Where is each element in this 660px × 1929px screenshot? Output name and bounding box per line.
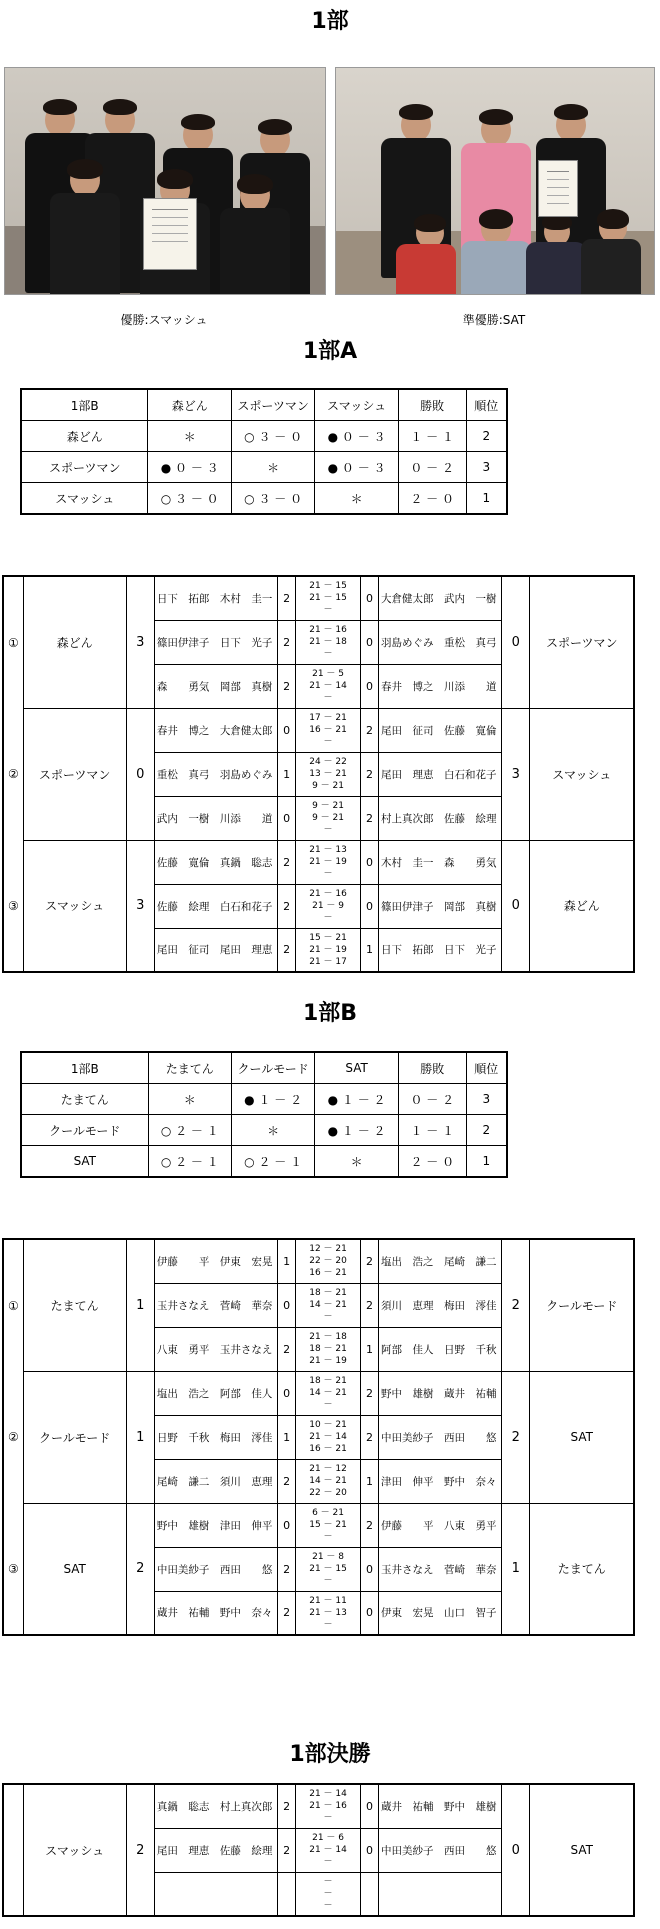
summary-result-cell: ● １ － ２	[315, 1084, 399, 1115]
games-won-right: 0	[360, 1547, 378, 1591]
team-left-score: 1	[126, 1371, 154, 1503]
runner-up-caption: 準優勝:SAT	[462, 313, 526, 327]
summary-row	[21, 1115, 507, 1146]
games-won-left: 1	[278, 752, 296, 796]
games-won-right: 0	[360, 1828, 378, 1872]
players-right: 伊藤 平 八東 勇平	[379, 1503, 502, 1547]
game-scores: 21 － 18 18 － 21 21 － 19	[296, 1327, 361, 1371]
summary-team-cell: スマッシュ	[21, 483, 148, 515]
summary-row	[21, 483, 507, 515]
games-won-left	[278, 1872, 296, 1916]
players-left: 日野 千秋 梅田 澪佳	[154, 1415, 277, 1459]
game-scores: 21 － 8 21 － 15 －	[296, 1547, 361, 1591]
team-left-score: 2	[126, 1784, 154, 1916]
game-scores: 21 － 5 21 － 14 －	[296, 664, 361, 708]
summary-result-cell: ０ － ２	[398, 1084, 466, 1115]
team-right: スポーツマン	[530, 576, 634, 708]
summary-result-cell: ○ ２ － １	[148, 1146, 231, 1178]
summary-header-cell: 1部B	[21, 1052, 148, 1084]
games-won-left: 2	[278, 1547, 296, 1591]
players-left: 伊藤 平 伊東 宏晃	[154, 1239, 277, 1283]
players-right: 羽島めぐみ 重松 真弓	[379, 620, 502, 664]
summary-team-cell: クールモード	[21, 1115, 148, 1146]
game-scores: 21 － 16 21 － 9 －	[296, 884, 361, 928]
summary-header-cell: スマッシュ	[315, 389, 398, 421]
summary-header-cell: スポーツマン	[231, 389, 314, 421]
summary-header-row	[21, 389, 507, 421]
team-right: スマッシュ	[530, 708, 634, 840]
summary-team-cell: SAT	[21, 1146, 148, 1178]
games-won-left: 2	[278, 1459, 296, 1503]
summary-header-cell: 森どん	[148, 389, 231, 421]
players-right: 尾田 征司 佐藤 寛倫	[379, 708, 502, 752]
game-scores: 21 － 6 21 － 14 －	[296, 1828, 361, 1872]
players-left: 篠田伊津子 日下 光子	[154, 620, 277, 664]
players-left: 八東 勇平 玉井さなえ	[154, 1327, 277, 1371]
games-won-right: 0	[360, 1591, 378, 1635]
players-left: 佐藤 寛倫 真鍋 聡志	[154, 840, 277, 884]
page-title: 1部	[311, 9, 349, 34]
games-won-left: 0	[278, 1283, 296, 1327]
players-left: 尾田 征司 尾田 理恵	[154, 928, 277, 972]
games-won-left: 1	[278, 1415, 296, 1459]
games-won-left: 0	[278, 1503, 296, 1547]
games-won-right: 2	[360, 1503, 378, 1547]
players-left: 武内 一樹 川添 道	[154, 796, 277, 840]
players-right: 玉井さなえ 菅崎 華奈	[379, 1547, 502, 1591]
players-right: 春井 博之 川添 道	[379, 664, 502, 708]
summary-result-cell: 1	[466, 1146, 507, 1178]
summary-header-cell: 順位	[466, 389, 507, 421]
games-won-right: 1	[360, 1327, 378, 1371]
game-scores: － － －	[296, 1872, 361, 1916]
team-right: たまてん	[530, 1503, 634, 1635]
summary-result-cell: １ － １	[398, 1115, 466, 1146]
games-won-left: 2	[278, 884, 296, 928]
summary-row	[21, 421, 507, 452]
summary-result-cell: 1	[466, 483, 507, 515]
summary-row	[21, 1146, 507, 1178]
players-right: 蔵井 祐輔 野中 雄樹	[379, 1784, 502, 1828]
summary-row	[21, 1084, 507, 1115]
games-won-right: 2	[360, 708, 378, 752]
team-left-score: 3	[126, 840, 154, 972]
summary-header-cell: クールモード	[231, 1052, 314, 1084]
players-right: 津田 伸平 野中 奈々	[379, 1459, 502, 1503]
team-right: 森どん	[530, 840, 634, 972]
games-won-right: 0	[360, 1784, 378, 1828]
players-left: 野中 雄樹 津田 伸平	[154, 1503, 277, 1547]
game-scores: 17 － 21 16 － 21 －	[296, 708, 361, 752]
summary-result-cell: 2	[466, 421, 507, 452]
players-left: 中田美紗子 西田 悠	[154, 1547, 277, 1591]
games-won-right: 0	[360, 576, 378, 620]
games-won-right: 2	[360, 1283, 378, 1327]
summary-result-cell: ０ － ２	[398, 452, 466, 483]
summary-result-cell: 2	[466, 1115, 507, 1146]
summary-result-cell: ● ０ － ３	[148, 452, 231, 483]
team-left-score: 3	[126, 576, 154, 708]
summary-result-cell: ○ ３ － ０	[231, 483, 314, 515]
players-right: 伊東 宏晃 山口 智子	[379, 1591, 502, 1635]
team-right-score: 3	[502, 708, 530, 840]
summary-header-cell: 順位	[466, 1052, 507, 1084]
game-scores: 10 － 21 21 － 14 16 － 21	[296, 1415, 361, 1459]
summary-header-cell: 勝敗	[398, 1052, 466, 1084]
players-left: 尾崎 謙二 須川 恵理	[154, 1459, 277, 1503]
summary-result-cell: 3	[466, 452, 507, 483]
games-won-left: 2	[278, 840, 296, 884]
games-won-left: 2	[278, 576, 296, 620]
section-a-heading: 1部A	[302, 339, 358, 364]
match-number: ③	[7, 1561, 19, 1576]
team-right-score: 0	[502, 840, 530, 972]
games-won-right: 0	[360, 840, 378, 884]
match-game-row	[3, 708, 634, 752]
final-match-table	[2, 1783, 635, 1917]
games-won-left: 1	[278, 1239, 296, 1283]
team-right: クールモード	[530, 1239, 634, 1371]
match-number: ③	[7, 898, 19, 913]
summary-result-cell: １ － １	[398, 421, 466, 452]
players-right: 大倉健太郎 武内 一樹	[379, 576, 502, 620]
games-won-left: 0	[278, 1371, 296, 1415]
team-left: SAT	[23, 1503, 126, 1635]
team-right: SAT	[530, 1784, 634, 1916]
players-left: 尾田 理恵 佐藤 絵理	[154, 1828, 277, 1872]
game-scores: 21 － 14 21 － 16 －	[296, 1784, 361, 1828]
summary-header-row	[21, 1052, 507, 1084]
match-game-row	[3, 840, 634, 884]
summary-result-cell: ● １ － ２	[315, 1115, 399, 1146]
games-won-right: 0	[360, 620, 378, 664]
runner-up-photo	[335, 67, 655, 295]
game-scores: 24 － 22 13 － 21 9 － 21	[296, 752, 361, 796]
games-won-left: 2	[278, 1327, 296, 1371]
game-scores: 18 － 21 14 － 21 －	[296, 1371, 361, 1415]
team-right-score: 0	[502, 576, 530, 708]
summary-result-cell: 3	[466, 1084, 507, 1115]
match-number: ①	[7, 635, 19, 650]
summary-result-cell: ● １ － ２	[231, 1084, 314, 1115]
summary-team-cell: たまてん	[21, 1084, 148, 1115]
team-right-score: 2	[502, 1239, 530, 1371]
match-number: ②	[7, 1430, 19, 1444]
game-scores: 21 － 16 21 － 18 －	[296, 620, 361, 664]
section-b-summary-table	[20, 1051, 508, 1178]
players-left	[154, 1872, 277, 1916]
match-game-row	[3, 1239, 634, 1283]
games-won-right	[360, 1872, 378, 1916]
players-left: 日下 拓郎 木村 圭一	[154, 576, 277, 620]
team-right-score: 0	[502, 1784, 530, 1916]
games-won-right: 0	[360, 664, 378, 708]
final-heading: 1部決勝	[289, 1742, 371, 1767]
summary-result-cell: ○ ３ － ０	[148, 483, 231, 515]
summary-header-cell: SAT	[315, 1052, 399, 1084]
games-won-left: 0	[278, 708, 296, 752]
certificate-icon	[143, 198, 197, 270]
section-a-summary-table	[20, 388, 508, 515]
games-won-left: 2	[278, 1784, 296, 1828]
players-right: 須川 恵理 梅田 澪佳	[379, 1283, 502, 1327]
team-right: SAT	[530, 1371, 634, 1503]
section-b-heading: 1部B	[302, 1001, 358, 1026]
summary-result-cell: ＊	[148, 1084, 231, 1115]
match-number: ①	[7, 1298, 19, 1313]
certificate-icon	[538, 160, 578, 217]
players-left: 玉井さなえ 菅崎 華奈	[154, 1283, 277, 1327]
match-number	[3, 1784, 23, 1916]
players-right: 尾田 理恵 白石和花子	[379, 752, 502, 796]
players-right: 中田美紗子 西田 悠	[379, 1828, 502, 1872]
game-scores: 15 － 21 21 － 19 21 － 17	[296, 928, 361, 972]
summary-team-cell: スポーツマン	[21, 452, 148, 483]
players-right: 篠田伊津子 岡部 真樹	[379, 884, 502, 928]
games-won-left: 2	[278, 1828, 296, 1872]
games-won-right: 1	[360, 928, 378, 972]
games-won-right: 0	[360, 884, 378, 928]
section-b-match-table	[2, 1238, 635, 1636]
players-right: 村上真次郎 佐藤 絵理	[379, 796, 502, 840]
team-left: たまてん	[23, 1239, 126, 1371]
summary-result-cell: ● ０ － ３	[315, 452, 398, 483]
games-won-left: 2	[278, 664, 296, 708]
game-scores: 9 － 21 9 － 21 －	[296, 796, 361, 840]
team-left-score: 1	[126, 1239, 154, 1371]
games-won-right: 2	[360, 1239, 378, 1283]
match-game-row	[3, 1784, 634, 1828]
match-number: ②	[7, 767, 19, 781]
game-scores: 18 － 21 14 － 21 －	[296, 1283, 361, 1327]
team-left-score: 2	[126, 1503, 154, 1635]
match-game-row	[3, 576, 634, 620]
section-a-match-table	[2, 575, 635, 973]
summary-result-cell: ２ － ０	[398, 1146, 466, 1178]
team-left: クールモード	[23, 1371, 126, 1503]
team-right-score: 2	[502, 1371, 530, 1503]
games-won-right: 2	[360, 752, 378, 796]
games-won-right: 2	[360, 796, 378, 840]
team-left-score: 0	[126, 708, 154, 840]
summary-row	[21, 452, 507, 483]
summary-result-cell: ○ ２ － １	[148, 1115, 231, 1146]
team-left: 森どん	[23, 576, 126, 708]
players-right	[379, 1872, 502, 1916]
players-left: 森 勇気 岡部 真樹	[154, 664, 277, 708]
games-won-left: 2	[278, 620, 296, 664]
team-left: スポーツマン	[23, 708, 126, 840]
players-right: 塩出 浩之 尾崎 謙二	[379, 1239, 502, 1283]
game-scores: 12 － 21 22 － 20 16 － 21	[296, 1239, 361, 1283]
game-scores: 21 － 15 21 － 15 －	[296, 576, 361, 620]
summary-result-cell: ＊	[231, 452, 314, 483]
summary-result-cell: ＊	[148, 421, 231, 452]
game-scores: 21 － 11 21 － 13 －	[296, 1591, 361, 1635]
games-won-right: 2	[360, 1371, 378, 1415]
players-left: 真鍋 聡志 村上真次郎	[154, 1784, 277, 1828]
summary-result-cell: ＊	[315, 1146, 399, 1178]
game-scores: 21 － 12 14 － 21 22 － 20	[296, 1459, 361, 1503]
players-right: 野中 雄樹 蔵井 祐輔	[379, 1371, 502, 1415]
summary-result-cell: ● ０ － ３	[315, 421, 398, 452]
games-won-right: 1	[360, 1459, 378, 1503]
summary-result-cell: ○ ３ － ０	[231, 421, 314, 452]
winner-caption: 優勝:スマッシュ	[120, 313, 208, 327]
players-left: 春井 博之 大倉健太郎	[154, 708, 277, 752]
games-won-left: 2	[278, 1591, 296, 1635]
match-game-row	[3, 1503, 634, 1547]
summary-result-cell: ＊	[231, 1115, 314, 1146]
team-left: スマッシュ	[23, 840, 126, 972]
summary-result-cell: ２ － ０	[398, 483, 466, 515]
players-left: 重松 真弓 羽島めぐみ	[154, 752, 277, 796]
team-right-score: 1	[502, 1503, 530, 1635]
summary-header-cell: 1部B	[21, 389, 148, 421]
players-right: 阿部 佳人 日野 千秋	[379, 1327, 502, 1371]
match-game-row	[3, 1371, 634, 1415]
game-scores: 21 － 13 21 － 19 －	[296, 840, 361, 884]
players-left: 塩出 浩之 阿部 佳人	[154, 1371, 277, 1415]
team-left: スマッシュ	[23, 1784, 126, 1916]
summary-result-cell: ○ ２ － １	[231, 1146, 314, 1178]
summary-result-cell: ＊	[315, 483, 398, 515]
players-right: 木村 圭一 森 勇気	[379, 840, 502, 884]
players-right: 日下 拓郎 日下 光子	[379, 928, 502, 972]
players-right: 中田美紗子 西田 悠	[379, 1415, 502, 1459]
players-left: 佐藤 絵理 白石和花子	[154, 884, 277, 928]
summary-team-cell: 森どん	[21, 421, 148, 452]
games-won-left: 0	[278, 796, 296, 840]
players-left: 蔵井 祐輔 野中 奈々	[154, 1591, 277, 1635]
game-scores: 6 － 21 15 － 21 －	[296, 1503, 361, 1547]
winner-photo	[4, 67, 326, 295]
games-won-right: 2	[360, 1415, 378, 1459]
summary-header-cell: たまてん	[148, 1052, 231, 1084]
summary-header-cell: 勝敗	[398, 389, 466, 421]
games-won-left: 2	[278, 928, 296, 972]
